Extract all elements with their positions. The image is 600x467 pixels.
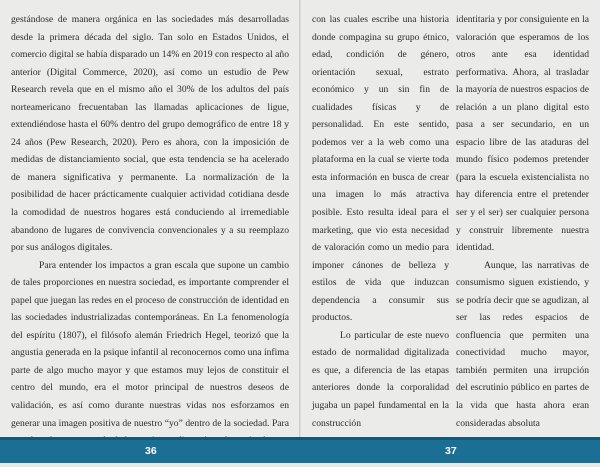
left-paragraph-1: gestándose de manera orgánica en las sociedades más desarrolladas desde la primera década del siglo. Tan solo en Estados Unidos, el comercio digital se había disparado un 14% en 2019 con respecto al año anterior (Digital Commerce, 2020), así como un estudio de Pew Research revela que en el mismo año el 30% de los adultos del país norteamericano frecuentaban las llamadas aplicaciones de ligue, extendiéndose hasta el 60% dentro del grupo demográfico de entre 18 y 24 años (Pew Research, 2020). Pero es ahora, con la imposición de medidas de distanciamiento social, que esta tendencia se ha acelerado de manera significativa y permanente. La normalización de la posibilidad de hacer prácticamente cualquier actividad cotidiana desde la comodidad de nuestros hogares está conduciendo al irremediable abandono de lugares de convivencia convencionales y a su reemplazo por sus análogos digitales. [11, 14, 289, 254]
book-gutter [299, 0, 301, 437]
right-col2-paragraph-1: identitaria y por consiguiente en la valoración que esperamos de los otros ante esa identidad performativa. Ahora, al trasladar la mayoría de nuestros espacios de relación a un plano digital esto pasa a ser secundario, en un espacio libre de las ataduras del mundo físico podemos pretender (para la escuela existencialista no hay diferencia entre el pretender ser y el ser) ser cualquier persona y construir libremente nuestra identidad. [456, 14, 589, 254]
right-col1-paragraph-2: Lo particular de este nuevo estado de normalidad digitalizada es que, a diferencia de las etapas anteriores donde la corporalidad jugaba un papel fundamental en la construcción [312, 329, 449, 429]
right-col2-paragraph-2: Aunque, las narrativas de consumismo siguen existiendo, y se podría decir que se agudizan, al ser las redes espacios de confluencia que permiten una conectividad mucho mayor, también permiten una irrupción del escrutinio público en partes de la vida que hasta ahora eran consideradas absoluta [456, 259, 589, 429]
left-paragraph-2: Para entender los impactos a gran escala que supone un cambio de tales proporciones en nuestra sociedad, es importante comprender el papel que juegan las redes en el proceso de construcción de identidad en las sociedades industrializadas contemporáneas. En La fenomenología del espíritu (1807), el filósofo alemán Friedrich Hegel, teorizó que la angustia generada en la psique infantil al reconocernos como una ínfima parte de algo mucho mayor y que estamos muy lejos de constituir el centro del mundo, era el motor principal de nuestros deseos de validación, es así como durante nuestras vidas nos esforzamos en generar una imagen positiva de nuestro “yo” dentro de la sociedad. Para [11, 259, 289, 429]
left-page-text [11, 11, 289, 467]
page-number-left: 36 [145, 445, 157, 457]
right-page-column-2 [456, 11, 589, 432]
right-col1-paragraph-1: con las cuales escribe una historia donde compagina su grupo étnico, edad, condición de género, orientación sexual, estrato económico y un sin fin de cualidades físicas y de personalidad. En este sentido, podemos ver a la web como una plataforma en la cual se vierte toda esta información en busca de crear una imagen lo más atractiva posible. Esto resulta ideal para el marketing, que vio esta necesidad de valoración como un medio para imponer cánones de belleza y estilos de vida que induzcan dependencia a consumir sus productos. [312, 14, 449, 324]
page-footer-band [0, 437, 600, 463]
right-page-column-1 [312, 11, 449, 432]
page-number-right: 37 [445, 445, 457, 457]
